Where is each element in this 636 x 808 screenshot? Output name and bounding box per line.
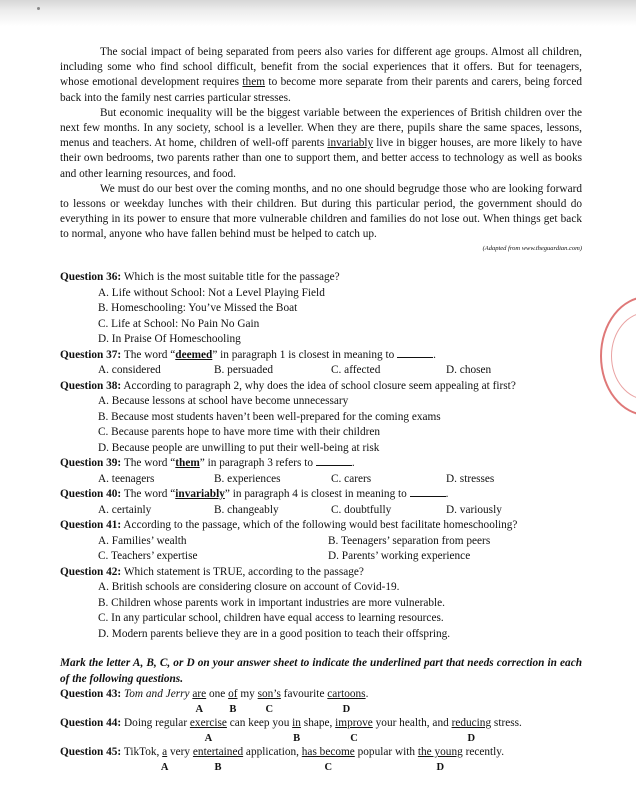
underlined-segment: invariably — [327, 137, 374, 150]
text-segment: recently. — [462, 746, 505, 758]
question-37 — [60, 348, 582, 379]
option-d: D. variously — [446, 503, 502, 516]
sentence-line — [60, 745, 582, 760]
option-a: A. Because lessons at school have become unnecessary — [98, 395, 349, 407]
question-text-pre: The word “ — [121, 348, 176, 361]
option-a: A. British schools are considering closure on account of Covid-19. — [98, 581, 400, 593]
option-d: D. chosen — [446, 364, 492, 376]
text-segment: favourite — [280, 688, 328, 700]
answer-letter-b: B — [293, 733, 301, 744]
answer-letter-c: C — [265, 704, 274, 715]
option-d: D. stresses — [446, 472, 495, 485]
text-segment: stress. — [491, 717, 522, 729]
question-label: Question 39: — [60, 457, 122, 469]
underlined-segment: improve — [335, 717, 373, 729]
sentence-text — [121, 746, 504, 758]
text-segment: very — [167, 746, 193, 758]
answer-letter-a: A — [195, 704, 204, 715]
text-segment: application, — [243, 746, 302, 758]
underlined-segment: reducing — [451, 717, 492, 729]
option-a: A. teenagers — [98, 472, 155, 485]
underlined-segment: cartoons — [327, 688, 366, 700]
answer-letter-b: B — [229, 704, 237, 715]
question-40 — [60, 487, 582, 518]
option-a: A. Life without School: Not a Level Playing Field — [98, 286, 325, 299]
answer-letter-d: D — [342, 704, 351, 715]
options-row — [60, 549, 582, 565]
option-c: C. affected — [331, 364, 381, 376]
underlined-segment: has become — [301, 746, 355, 758]
question-44 — [60, 716, 582, 745]
option-c: C. Because parents hope to have more time with their children — [98, 426, 381, 438]
text-segment: one — [206, 688, 229, 700]
text-segment: But economic inequality will be the biggest variable between the experiences of British children over the next few months. In any society, school is a leveller. When they are there, pupils share the same spaces, lessons, menus and teachers. At home, children of well-off parents — [60, 106, 582, 150]
option-b: B. Homeschooling: You’ve Missed the Boat — [98, 302, 298, 314]
underlined-segment: are — [192, 688, 207, 700]
option-b: B. Because most students haven’t been well-prepared for the coming exams — [98, 410, 441, 423]
sentence-text — [121, 717, 522, 729]
answer-letters — [60, 760, 582, 774]
error-identification-instruction: Mark the letter A, B, C, or D on your answer sheet to indicate the underlined part that needs correction in each of the following questions. — [60, 657, 582, 685]
answer-letter-d: D — [436, 762, 445, 773]
question-42 — [60, 565, 582, 643]
options-row — [60, 503, 582, 519]
underlined-segment: son’s — [257, 688, 281, 700]
option-a: A. considered — [98, 364, 161, 376]
question-39 — [60, 456, 582, 487]
question-label: Question 45: — [60, 746, 122, 758]
options-row — [60, 534, 582, 550]
question-label: Question 42: — [60, 565, 122, 578]
text-segment: We must do our best over the coming months, and no one should begrudge those who are looking forward to lessons or weekday lunches with their children. But during this particular period, the government should do everything in its power to ensure that more vulnerable children and families do not lose out. When things get back to normal, anyone who have fallen behind must be helped to catch up. — [60, 182, 582, 241]
underlined-segment: a — [162, 746, 168, 758]
question-label: Question 36: — [60, 271, 122, 283]
question-label: Question 41: — [60, 519, 122, 531]
underlined-segment: exercise — [189, 717, 227, 729]
text-segment: Doing regular — [121, 717, 190, 729]
reading-passage — [60, 45, 582, 254]
underlined-segment: of — [228, 688, 238, 700]
question-label: Question 44: — [60, 717, 122, 729]
option-d: D. Parents’ working experience — [328, 550, 471, 562]
question-text: Which is the most suitable title for the passage? — [121, 271, 340, 283]
question-41 — [60, 518, 582, 565]
question-text-pre: The word “ — [121, 457, 176, 469]
question-45 — [60, 745, 582, 774]
answer-letter-a: A — [160, 762, 169, 773]
text-segment: . — [365, 688, 369, 700]
target-word: them — [175, 457, 200, 469]
question-text-post: ” in paragraph 4 is closest in meaning to — [224, 488, 407, 500]
text-segment: shape, — [300, 717, 336, 729]
question-text-pre: The word “ — [121, 488, 176, 500]
question-38 — [60, 379, 582, 457]
option-c: C. carers — [331, 472, 372, 485]
text-segment: Tom and Jerry — [124, 688, 190, 700]
question-text-post: ” in paragraph 1 is closest in meaning to — [212, 348, 395, 361]
target-word: deemed — [175, 348, 213, 361]
option-b: B. experiences — [214, 472, 281, 485]
text-segment: your health, and — [372, 717, 452, 729]
question-text: According to paragraph 2, why does the idea of school closure seem appealing at first? — [121, 379, 516, 392]
answer-letter-c: C — [324, 762, 333, 773]
sentence-line — [60, 687, 582, 702]
underlined-segment: in — [292, 717, 301, 729]
answer-letters — [60, 731, 582, 745]
option-c: C. Life at School: No Pain No Gain — [98, 317, 260, 330]
text-segment: live in bigger houses, are more likely to have their own bedrooms, two parents rather than one to support them, and better access to technology as well as books and other learning resources, and food. — [60, 137, 583, 180]
option-b: B. Children whose parents work in important industries are more vulnerable. — [98, 596, 445, 609]
option-b: B. changeably — [214, 503, 279, 516]
options-row — [60, 363, 582, 379]
question-label: Question 38: — [60, 379, 122, 392]
question-label: Question 37: — [60, 348, 122, 361]
paragraph-2 — [60, 106, 582, 182]
question-text: Which statement is TRUE, according to the passage? — [121, 565, 364, 578]
question-text: According to the passage, which of the following would best facilitate homeschooling? — [121, 519, 518, 531]
question-label: Question 40: — [60, 488, 122, 500]
answer-letter-c: C — [350, 733, 358, 744]
text-segment: TikTok, — [121, 746, 163, 758]
answer-letter-d: D — [467, 733, 476, 744]
paragraph-1 — [60, 45, 582, 106]
answer-blank — [410, 487, 446, 497]
answer-letter-a: A — [204, 733, 213, 744]
option-a: A. Families’ wealth — [98, 534, 187, 547]
questions-section — [60, 270, 582, 774]
answer-blank — [397, 348, 433, 358]
target-word: invariably — [175, 488, 225, 500]
paragraph-3 — [60, 182, 582, 243]
question-43 — [60, 687, 582, 716]
answer-blank — [316, 456, 352, 466]
question-text-end: . — [351, 457, 355, 469]
option-c: C. Teachers’ expertise — [98, 550, 198, 562]
underlined-segment: them — [242, 76, 266, 89]
option-c: C. In any particular school, children have equal access to learning resources. — [98, 612, 444, 624]
option-b: B. Teenagers’ separation from peers — [328, 534, 491, 547]
question-text-end: . — [433, 348, 436, 361]
question-36 — [60, 270, 582, 348]
answer-letter-b: B — [214, 762, 222, 773]
sentence-text — [121, 688, 368, 700]
text-segment: can keep you — [226, 717, 293, 729]
options-row — [60, 472, 582, 488]
sentence-line — [60, 716, 582, 731]
answer-letters — [60, 702, 582, 716]
question-label: Question 43: — [60, 688, 122, 700]
underlined-segment: the young — [417, 746, 463, 758]
scan-speck — [37, 7, 40, 10]
option-b: B. persuaded — [214, 364, 273, 376]
text-segment: The social impact of being separated from peers also varies for different age groups. Almost all children, including some who find school difficult, benefit from the social experiences that it offers. But for teenagers, whose emotional development requires — [60, 46, 582, 89]
option-c: C. doubtfully — [331, 503, 392, 516]
text-segment: to become more separate from their parents and carers, being forced back into the family nest carries particular stresses. — [60, 76, 582, 104]
question-text-end: . — [445, 488, 449, 500]
option-d: D. In Praise Of Homeschooling — [98, 333, 241, 345]
option-d: D. Because people are unwilling to put their well-being at risk — [98, 441, 380, 454]
option-a: A. certainly — [98, 503, 152, 516]
text-segment: my — [237, 688, 258, 700]
underlined-segment: entertained — [192, 746, 244, 758]
question-text-post: ” in paragraph 3 refers to — [199, 457, 313, 469]
passage-source: (Adapted from www.theguardian.com) — [482, 244, 582, 252]
text-segment: popular with — [354, 746, 418, 758]
option-d: D. Modern parents believe they are in a good position to teach their offspring. — [98, 627, 451, 640]
